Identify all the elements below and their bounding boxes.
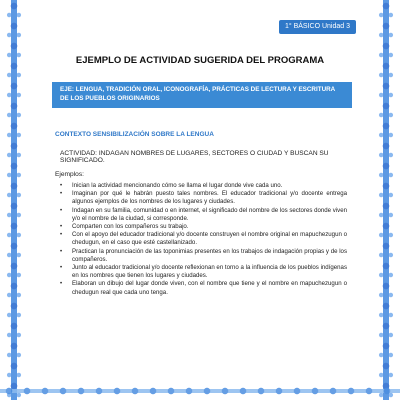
bullet-icon: • xyxy=(60,248,63,255)
bullet-icon: • xyxy=(60,224,63,231)
list-item-text: Elaboran un dibujo del lugar donde viven, con el nombre que tiene y el nombre en mapuchezugun o chedugun real que cada uno tenga. xyxy=(72,280,347,296)
list-item xyxy=(57,248,347,264)
list-item xyxy=(57,231,347,247)
list-item xyxy=(57,190,347,206)
list-item xyxy=(57,280,347,296)
list-item-text: Practican la pronunciación de las toponimias presentes en los trabajos de indagación propias y de los compañeros. xyxy=(72,247,347,263)
bullet-icon: • xyxy=(60,281,63,288)
bullet-icon: • xyxy=(60,191,63,198)
page-title: EJEMPLO DE ACTIVIDAD SUGERIDA DEL PROGRAMA xyxy=(75,55,325,66)
examples-label: Ejemplos: xyxy=(55,171,84,178)
list-item-text: Inician la actividad mencionando cómo se llama el lugar donde vive cada uno. xyxy=(72,182,283,189)
bullet-icon: • xyxy=(60,183,63,189)
list-item xyxy=(57,207,347,223)
list-item-text: Con el apoyo del educador tradicional y/o docente construyen el nombre original en mapuchezugun o chedugun, en el caso que esté castellanizado. xyxy=(72,231,347,247)
decorative-footer-band xyxy=(0,382,400,400)
list-item xyxy=(57,223,347,231)
bullet-icon: • xyxy=(60,265,63,272)
list-item-text: Indagan en su familia, comunidad o en internet, el significado del nombre de los sectores donde viven y/o el nombre de la ciudad, si corresponde. xyxy=(72,206,347,222)
bullet-icon: • xyxy=(60,232,63,239)
list-item xyxy=(57,264,347,280)
eje-banner: EJE: LENGUA, TRADICIÓN ORAL, ICONOGRAFÍA, PRÁCTICAS DE LECTURA Y ESCRITURA DE LOS PUEBLOS ORIGINARIOS xyxy=(52,82,352,108)
list-item-text: Comparten con los compañeros su trabajo. xyxy=(72,223,189,231)
list-item-text: Junto al educador tradicional y/o docente reflexionan en torno a la influencia de los pueblos indígenas en los nombres que tienen los lugares y ciudades. xyxy=(72,264,347,280)
activity-title: ACTIVIDAD: INDAGAN NOMBRES DE LUGARES, SECTORES O CIUDAD Y BUSCAN SU SIGNIFICADO. xyxy=(60,150,329,164)
bullet-icon: • xyxy=(60,207,63,214)
examples-list xyxy=(57,182,347,297)
section-heading: CONTEXTO SENSIBILIZACIÓN SOBRE LA LENGUA xyxy=(55,131,214,138)
list-item xyxy=(57,182,347,190)
unit-tag: 1° BÁSICO Unidad 3 xyxy=(279,20,356,34)
list-item-text: Imaginan por qué le habrán puesto tales nombres. El educador tradicional y/o docente entrega algunos ejemplos de los nombres de los lugares y ciudades. xyxy=(72,190,347,206)
